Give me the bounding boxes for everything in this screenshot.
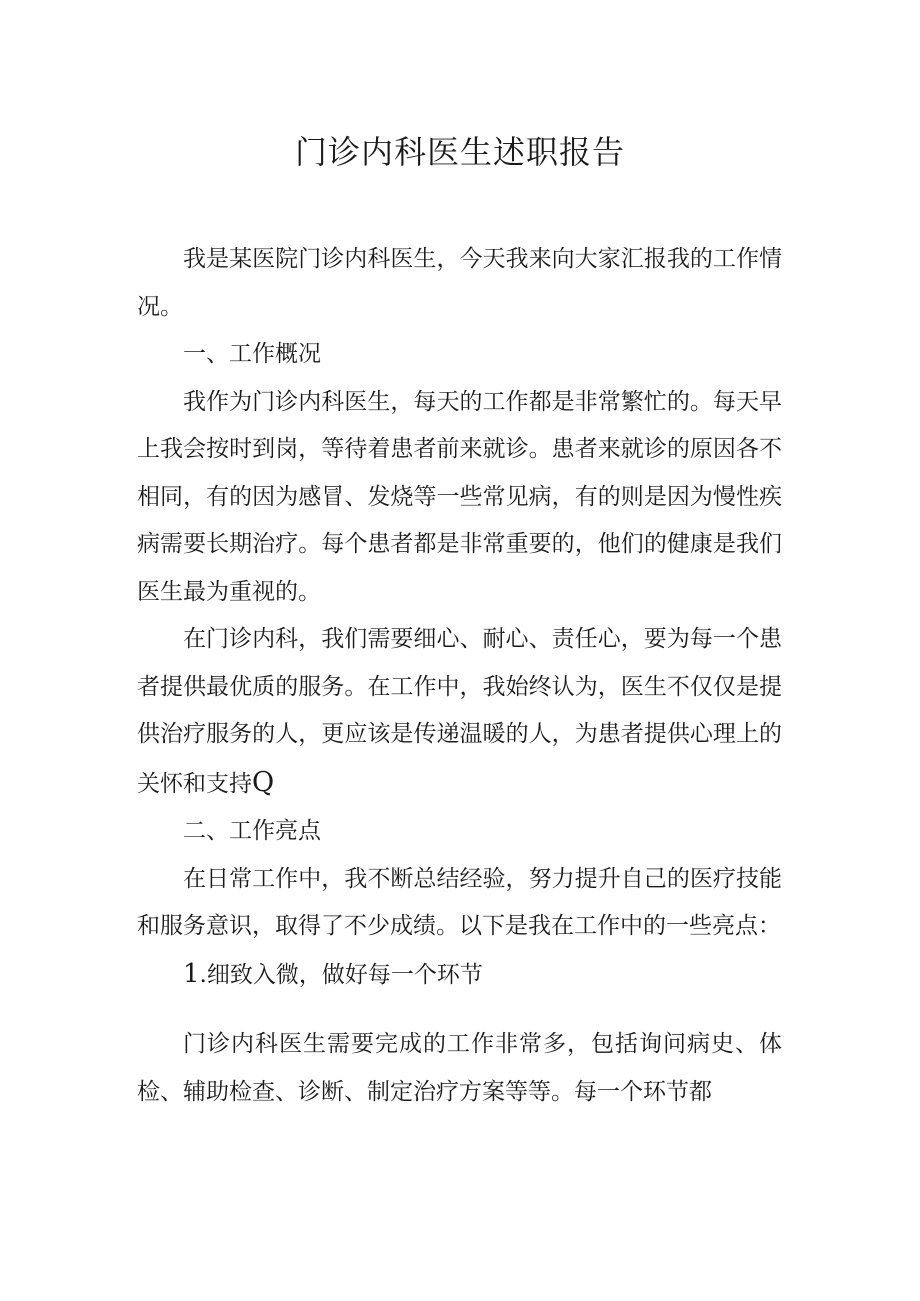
document-title: 门诊内科医生述职报告 [294, 133, 625, 171]
intro-paragraph: 我是某医院门诊内科医生，今天我来向大家汇报我的工作情况。 [137, 246, 782, 320]
list-item-1 [137, 951, 782, 1022]
overview-paragraph-1: 我作为门诊内科医生，每天的工作都是非常繁忙的。每天早上我会按时到岗，等待着患者前来就诊。患者来就诊的原因各不相同，有的因为感冒、发烧等一些常见病，有的则是因为慢性疾病需要长期治疗。每个患者都是非常重要的，他们的健康是我们医生最为重视的。 [137, 388, 782, 605]
overview-paragraph-2-end: Q [252, 766, 275, 798]
overview-paragraph-2-text: 在门诊内科，我们需要细心、耐心、责任心，要为每一个患者提供最优质的服务。在工作中，我始终认为，医生不仅仅是提供治疗服务的人，更应该是传递温暖的人，为患者提供心理上的关怀和支持 [137, 626, 782, 797]
section-heading-highlights: 二、工作亮点 [183, 818, 321, 844]
list-item-1-number: 1 [183, 958, 200, 989]
highlights-paragraph: 在日常工作中，我不断总结经验，努力提升自己的医疗技能和服务意识，取得了不少成绩。以下是我在工作中的一些亮点： [137, 865, 782, 939]
list-item-1-text: .细致入微，做好每一个环节 [199, 961, 483, 988]
overview-paragraph-2 [137, 616, 782, 808]
section-heading-overview: 一、工作概况 [183, 341, 321, 367]
detail-paragraph: 门诊内科医生需要完成的工作非常多，包括询问病史、体检、辅助检查、诊断、制定治疗方案等等。每一个环节都 [137, 1031, 782, 1105]
document-body [137, 236, 782, 1116]
